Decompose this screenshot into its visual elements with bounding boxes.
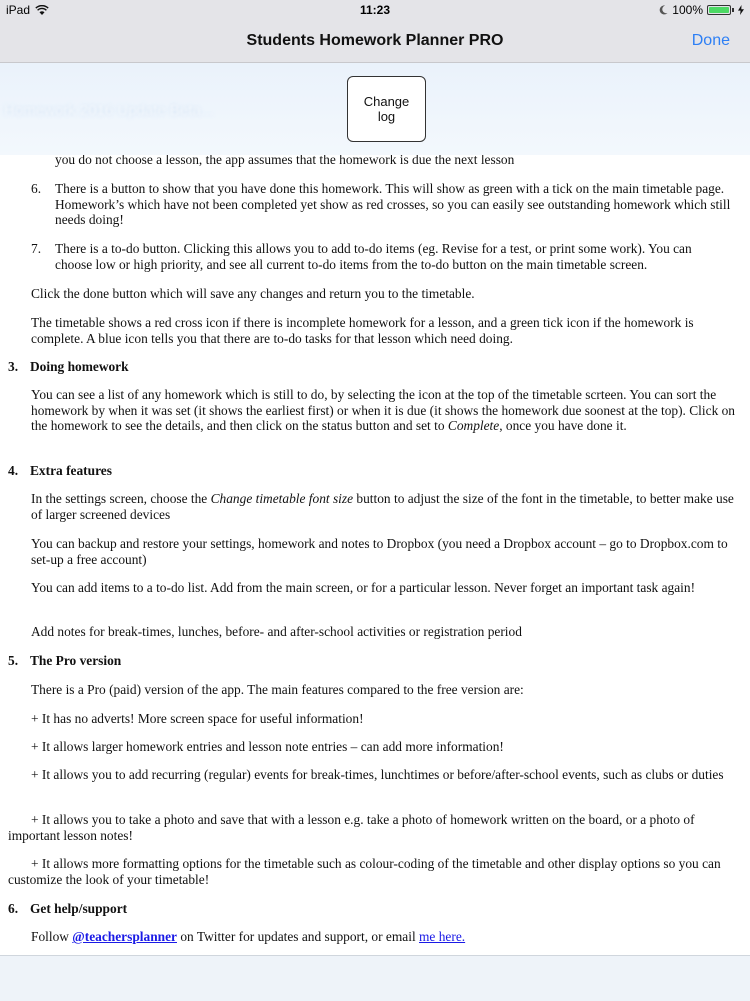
pro-feature: + It allows larger homework entries and lesson note entries – can add more information! — [31, 739, 504, 754]
cut-off-line: you do not choose a lesson, the app assumes that the homework is due the next lesson — [55, 155, 515, 167]
bottom-toolbar — [0, 955, 750, 1001]
help-content — [0, 155, 750, 955]
pro-feature: + It has no adverts! More screen space for useful information! — [31, 711, 364, 726]
paragraph-dropbox: You can backup and restore your settings, homework and notes to Dropbox (you need a Dropbox account – go to Dropbox.com to set-up a free account) — [31, 536, 728, 567]
section-heading-help-support: 6. Get help/support — [8, 901, 128, 916]
paragraph-timetable: The timetable shows a red cross icon if there is incomplete homework for a lesson, and a green tick icon if the homework is complete. A blue icon tells you that there are to-do tasks for that lesson which need doing. — [31, 315, 694, 346]
page-title: Students Homework Planner PRO — [246, 32, 504, 49]
moon-icon — [659, 5, 668, 15]
list-item-number: 7. — [31, 241, 42, 256]
status-right — [659, 3, 744, 17]
section-heading-pro-version: 5. The Pro version — [8, 653, 122, 668]
paragraph-done: Click the done button which will save any changes and return you to the timetable. — [31, 286, 475, 301]
pro-feature: + It allows you to take a photo and save that with a lesson e.g. take a photo of homework written on the board, or a photo of important lesson notes! — [8, 812, 695, 843]
paragraph-font-size: In the settings screen, choose the Change timetable font size button to adjust the size of the font in the timetable, to better make use of larger screened devices — [31, 491, 734, 522]
navigation-bar — [0, 20, 750, 63]
twitter-link[interactable]: @teachersplanner — [72, 929, 177, 944]
change-log-button[interactable]: Change log — [347, 76, 426, 142]
email-link[interactable]: me here. — [419, 929, 466, 944]
battery-percent: 100% — [672, 3, 703, 17]
charging-icon — [738, 5, 744, 15]
status-bar — [0, 0, 750, 20]
paragraph-doing-homework: You can see a list of any homework which is still to do, by selecting the icon at the top of the timetable scrteen. You can sort the homework by when it was set (it shows the earliest first) or when it is due (it shows the homework due soonest at the top). Click on the homework to see the details, and then click on the status button and set to Complete, once you have done it. — [31, 387, 736, 433]
paragraph-pro-intro: There is a Pro (paid) version of the app. The main features compared to the free version are: — [31, 682, 524, 697]
banner-ghost-text: Homework 2016 Update Beta... — [4, 102, 214, 119]
list-item-text: There is a button to show that you have done this homework. This will show as green with a tick on the main timetable page. Homework’s which have not been completed yet show as red crosses, so you can easily see outstanding homework which still needs doing! — [55, 181, 731, 227]
list-item-text: There is a to-do button. Clicking this allows you to add to-do items (eg. Revise for a test, or print some work). You can choose low or high priority, and see all current to-do items from the to-do button on the main timetable screen. — [55, 241, 692, 272]
paragraph-notes: Add notes for break-times, lunches, before- and after-school activities or registration period — [31, 624, 522, 639]
pro-feature: + It allows more formatting options for the timetable such as colour-coding of the timetable and other display options so you can customize the look of your timetable! — [8, 856, 721, 887]
device-name: iPad — [6, 3, 31, 17]
paragraph-support: Follow @teachersplanner on Twitter for updates and support, or email me here. — [31, 929, 466, 944]
done-button[interactable]: Done — [691, 32, 730, 49]
banner-area — [0, 63, 750, 155]
battery-icon — [707, 5, 731, 15]
section-heading-extra-features: 4. Extra features — [8, 463, 112, 478]
list-item-number: 6. — [31, 181, 42, 196]
status-time: 11:23 — [359, 3, 391, 17]
paragraph-todo: You can add items to a to-do list. Add from the main screen, or for a particular lesson. Never forget an important task again! — [31, 580, 696, 595]
section-heading-doing-homework: 3. Doing homework — [8, 359, 129, 374]
battery-tip — [732, 8, 734, 12]
pro-feature: + It allows you to add recurring (regular) events for break-times, lunchtimes or before/after-school events, such as clubs or duties — [31, 767, 724, 782]
